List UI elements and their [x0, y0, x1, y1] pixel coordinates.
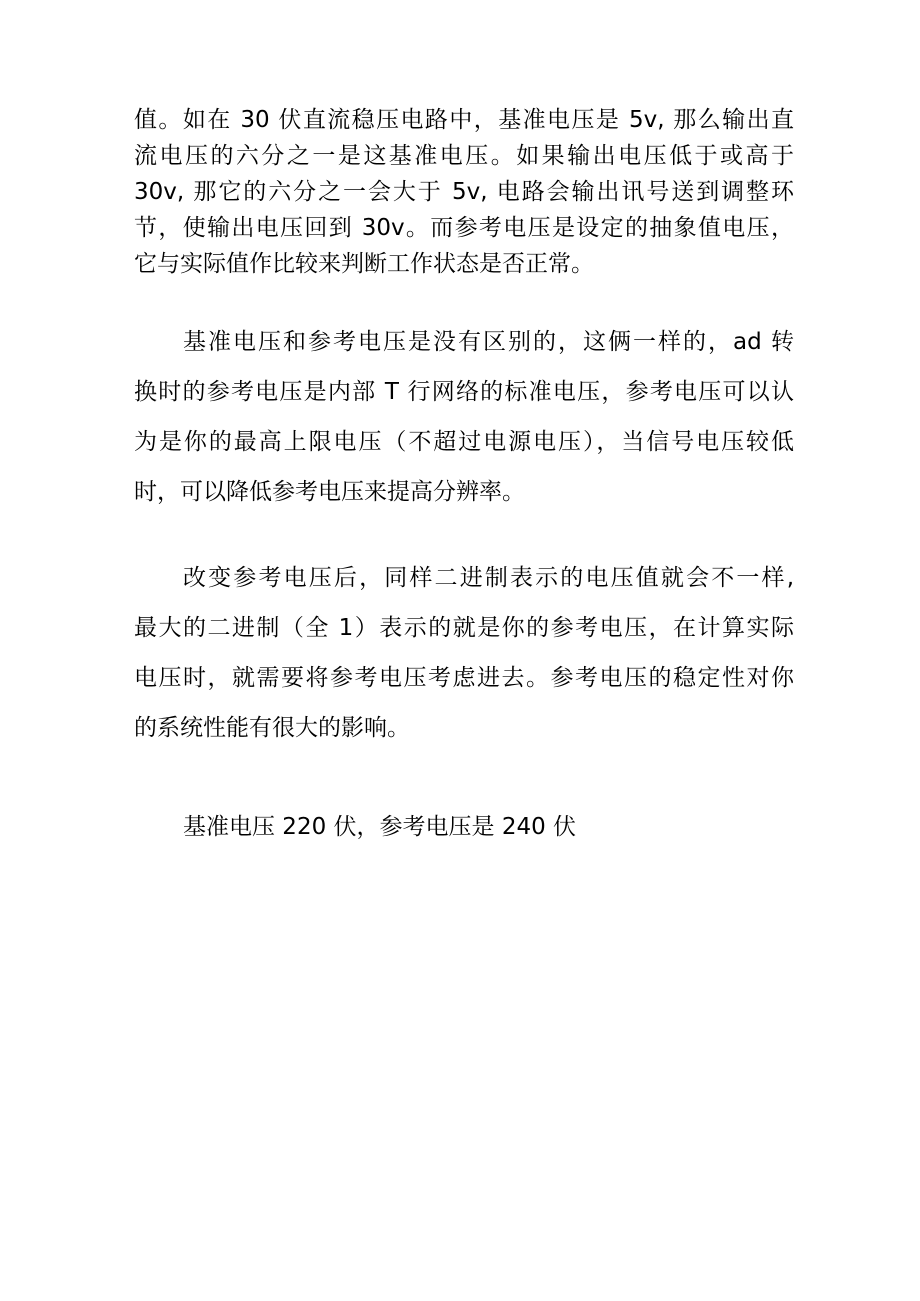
- paragraph-line: 的系统性能有很大的影响。: [134, 715, 410, 741]
- paragraph-line: 值。如在 30 伏直流稳压电路中，基准电压是 5v, 那么输出直: [134, 107, 794, 133]
- paragraph-line: 30v, 那它的六分之一会大于 5v, 电路会输出讯号送到调整环: [134, 179, 794, 205]
- paragraph-line: 基准电压 220 伏，参考电压是 240 伏: [183, 814, 577, 840]
- paragraph-line: 电压时，就需要将参考电压考虑进去。参考电压的稳定性对你: [134, 665, 794, 691]
- paragraph-line: 流电压的六分之一是这基准电压。如果输出电压低于或高于: [134, 143, 794, 169]
- paragraph-line: 为是你的最高上限电压（不超过电源电压），当信号电压较低: [134, 429, 794, 455]
- paragraph-line: 换时的参考电压是内部 T 行网络的标准电压，参考电压可以认: [134, 379, 794, 405]
- paragraph-line: 最大的二进制（全 1）表示的就是你的参考电压，在计算实际: [134, 615, 794, 641]
- paragraph-line: 节，使输出电压回到 30v。而参考电压是设定的抽象值电压，: [134, 215, 794, 241]
- paragraph-line: 时，可以降低参考电压来提高分辨率。: [134, 479, 525, 505]
- paragraph-line: 它与实际值作比较来判断工作状态是否正常。: [134, 251, 594, 277]
- paragraph-line: 基准电压和参考电压是没有区别的，这俩一样的，ad 转: [183, 329, 794, 355]
- paragraph-line: 改变参考电压后，同样二进制表示的电压值就会不一样,: [183, 565, 794, 591]
